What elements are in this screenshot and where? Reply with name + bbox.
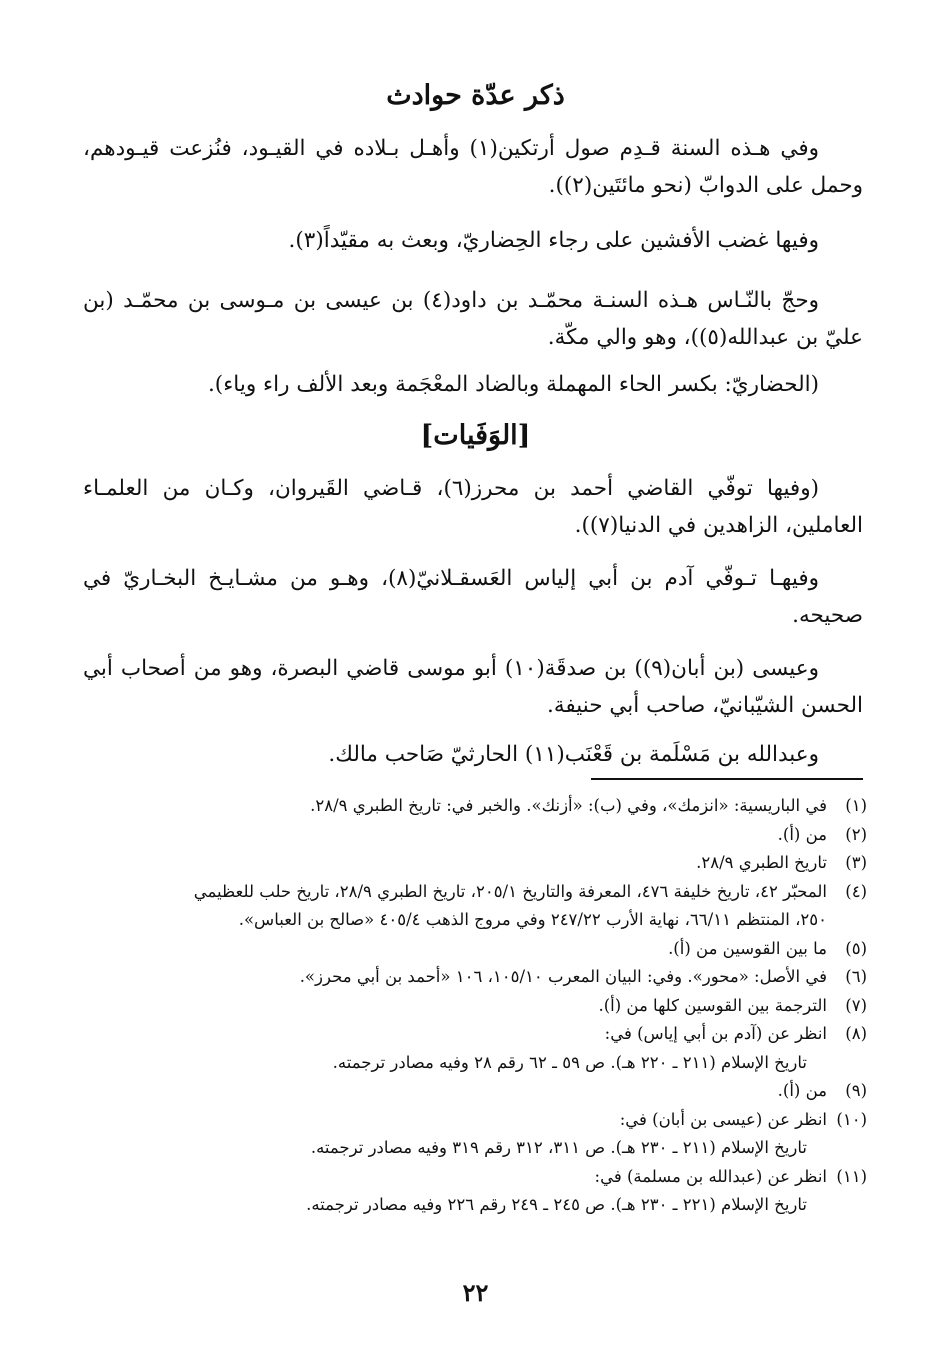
footnote-number: (١٠) [836,1109,867,1129]
footnote [77,792,867,821]
footnote-text [77,935,827,964]
footnote-line: تاريخ الإسلام (٢٢١ ـ ٢٣٠ هـ). ص ٢٤٥ ـ ٢٤٩ رقم ٢٢٦ وفيه مصادر ترجمته. [306,1195,807,1214]
footnote [77,935,867,964]
footnote [77,878,867,935]
footnote-text [77,1077,827,1106]
footnote [77,821,867,850]
footnote [77,1020,867,1077]
footnotes-section [77,792,867,1220]
footnote-line: من (أ). [777,1081,827,1100]
footnote-text [77,1106,827,1163]
footnote-line: تاريخ الإسلام (٢١١ ـ ٢٢٠ هـ). ص ٥٩ ـ ٦٢ رقم ٢٨ وفيه مصادر ترجمته. [332,1052,807,1072]
footnote [77,1077,867,1106]
paragraph-obituary-1: (وفيها توفّي القاضي أحمد بن محرز(٦)، قـاضي القَيروان، وكـان من العلمـاء العاملين، الزاهدين في الدنيا(٧)). [83,476,863,538]
footnote [77,1106,867,1163]
footnote [77,1163,867,1220]
paragraph-events-2: وفيها غضب الأفشين على رجاء الحِضاريّ، وبعث به مقيّداً(٣). [288,228,819,253]
footnote-text [77,963,827,992]
footnote-number: (٧) [845,995,867,1015]
paragraph-events-1: وفي هـذه السنة قـدِم صول أرتكين(١) وأهـل بـلاده في القيـود، فنُزعت قيـودهم، وحمل على الدوابّ (نحو مائتَين(٢)). [83,136,863,198]
footnote-line: انظر عن (عبدالله بن مسلمة) في: [594,1166,827,1186]
paragraph-obituary-3: وعيسى (بن أبان(٩)) بن صدقَة(١٠) أبو موسى قاضي البصرة، وهو من أصحاب أبي الحسن الشيّبانيّ، صاحب أبي حنيفة. [83,656,863,718]
footnote-line: انظر عن (عيسى بن أبان) في: [619,1109,827,1129]
footnote-number: (٥) [845,938,867,958]
paragraph-obituary-4: وعبدالله بن مَسْلَمة بن قَعْنَب(١١) الحارثيّ صَاحب مالك. [328,742,819,767]
footnote-text [77,821,827,850]
section-title-obituaries: [الوَفَيات] [420,420,531,451]
footnote-line: تاريخ الإسلام (٢١١ ـ ٢٣٠ هـ). ص ٣١١، ٣١٢ رقم ٣١٩ وفيه مصادر ترجمته. [310,1138,807,1157]
footnote-line: تاريخ الطبري ٢٨/٩. [696,853,827,872]
footnote-line: ٢٥٠، المنتظم ٦٦/١١، نهاية الأرب ٢٤٧/٢٢ وفي مروج الذهب ٤٠٥/٤ «صالح بن العباس». [238,910,827,929]
footnote-number: (٨) [845,1024,867,1043]
page-number: ٢٢ [462,1278,489,1307]
footnote [77,849,867,878]
footnote-number: (٩) [845,1081,867,1100]
footnote-line: المحبّر ٤٢، تاريخ خليفة ٤٧٦، المعرفة والتاريخ ٢٠٥/١، تاريخ الطبري ٢٨/٩، تاريخ حلب للعظيمي [193,881,827,901]
footnote-line: في الأصل: «محور». وفي: البيان المعرب ١٠٥/١٠، ١٠٦ «أحمد بن أبي محرز». [299,967,827,986]
footnote-line: انظر عن (آدم بن أبي إياس) في: [604,1024,827,1043]
footnote-divider [591,778,863,780]
footnote-text [77,878,827,935]
footnote-line: في الباريسية: «انزمك»، وفي (ب): «أزنك». والخبر في: تاريخ الطبري ٢٨/٩. [310,796,827,815]
footnote-text [77,849,827,878]
footnote-text [77,1020,827,1077]
paragraph-events-3: وحجّ بالنّـاس هـذه السنـة محمّـد بن داود(٤) بن عيسى بن مـوسى بن محمّـد (بن عليّ بن عبدالله(٥))، وهو والي مكّة. [83,288,863,350]
footnote-number: (١١) [836,1166,867,1186]
footnote-line: الترجمة بين القوسين كلها من (أ). [598,995,827,1015]
footnote-text [77,1163,827,1220]
footnote-number: (٢) [845,824,867,844]
footnote-line: ما بين القوسين من (أ). [668,938,827,958]
chapter-title: ذكر عدّة حوادث [386,80,565,111]
footnote-number: (٤) [845,881,867,901]
footnote-number: (١) [845,796,867,815]
paragraph-obituary-2: وفيهـا تـوفّي آدم بن أبي إلياس العَسقـلانيّ(٨)، وهـو من مشـايـخ البخـاريّ في صحيحه. [83,566,863,628]
footnote-number: (٣) [845,853,867,872]
footnote-line: من (أ). [777,824,827,844]
footnote [77,992,867,1021]
footnote-text [77,992,827,1021]
footnote-number: (٦) [845,967,867,986]
footnote [77,963,867,992]
footnote-text [77,792,827,821]
paragraph-events-4: (الحضاريّ: بكسر الحاء المهملة وبالضاد المعْجَمة وبعد الألف راء وياء). [207,372,819,397]
